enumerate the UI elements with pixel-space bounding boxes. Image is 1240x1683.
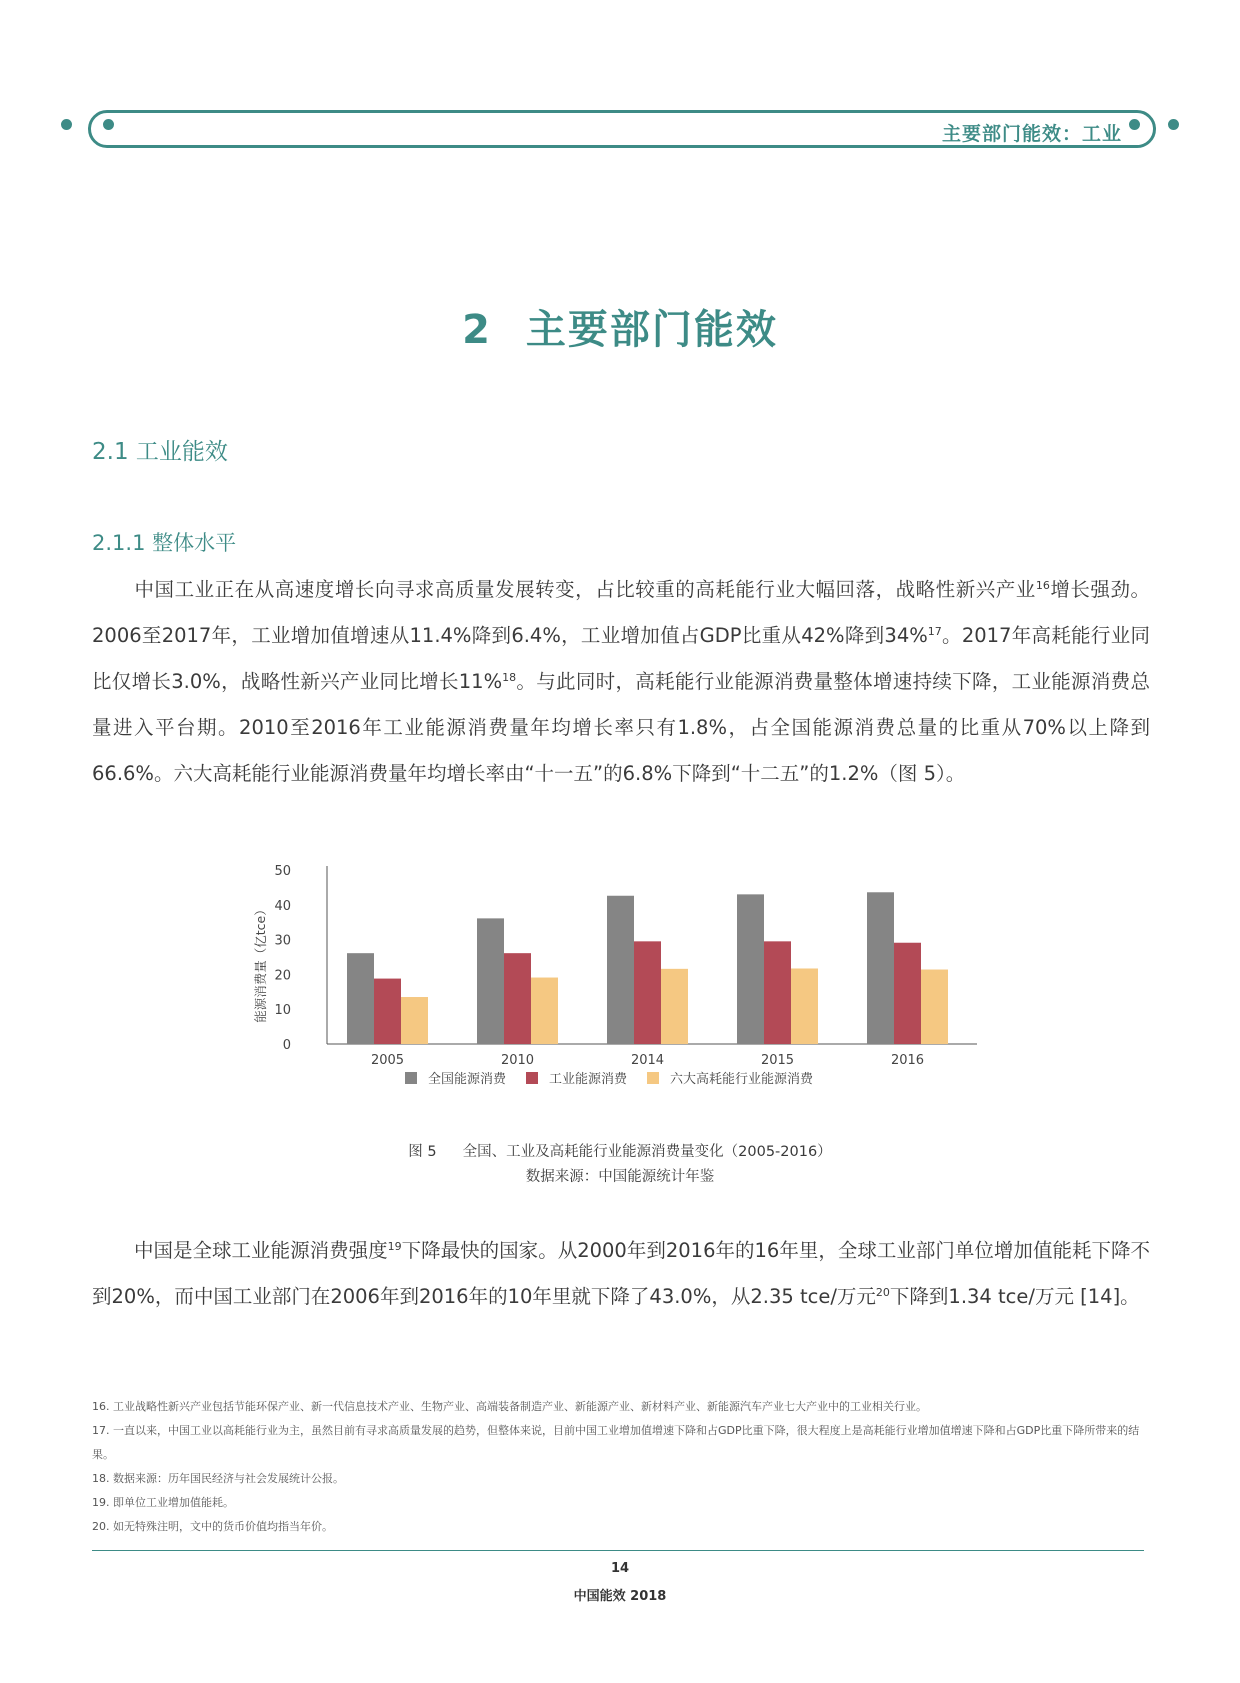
header-right-outer-dot [1168, 119, 1179, 130]
footnote-18: 18. 数据来源：历年国民经济与社会发展统计公报。 [92, 1472, 344, 1485]
bar-2010-2 [531, 978, 558, 1044]
y-axis-label: 能源消费量（亿tce） [253, 903, 268, 1023]
legend-swatch-1 [526, 1072, 538, 1084]
footnote-20: 20. 如无特殊注明，文中的货币价值均指当年价。 [92, 1520, 333, 1533]
p1-text-4: 。与此同时，高耗能行业能源消费量整体增速持续下降，工业能源消费总量进入平台期。2010至2016年工业能源消费量年均增长率只有1.8%，占全国能源消费总量的比重从70%以上降到66.6%。六大高耗能行业能源消费量年均增长率由“十一五”的6.8%下降到“十二五”的1.2%（图 5）。 [92, 670, 1150, 785]
bar-2010-1 [504, 953, 531, 1044]
x-tick-label: 2005 [370, 1053, 405, 1068]
bar-2016-2 [921, 970, 948, 1044]
footnote-16: 16. 工业战略性新兴产业包括节能环保产业、新一代信息技术产业、生物产业、高端装备制造产业、新能源产业、新材料产业、新能源汽车产业七大产业中的工业相关行业。 [92, 1400, 927, 1413]
running-title: 主要部门能效：工业 [941, 123, 1122, 145]
bar-2010-0 [477, 918, 504, 1044]
header-right-inner-dot [1129, 119, 1140, 130]
footer-rule [92, 1550, 1144, 1551]
header-left-inner-dot [103, 119, 114, 130]
p1-text-1: 中国工业正在从高速度增长向寻求高质量发展转变，占比较重的高耗能行业大幅回落，战略性新兴产业 [134, 578, 1036, 601]
page-number: 14 [610, 1561, 630, 1576]
footnote-ref-18: 18 [502, 671, 517, 684]
legend-label-1: 工业能源消费 [549, 1072, 628, 1087]
y-tick-label: 20 [274, 968, 291, 984]
footnote-ref-17: 17 [927, 625, 942, 638]
header-left-outer-dot [61, 119, 72, 130]
publication-name: 中国能效 2018 [573, 1589, 667, 1604]
bar-2015-2 [791, 968, 818, 1044]
p2-text-1: 中国是全球工业能源消费强度 [134, 1239, 388, 1262]
footnote-19: 19. 即单位工业增加值能耗。 [92, 1496, 234, 1509]
energy-consumption-chart [255, 858, 1015, 1128]
p1-text-3: 。2017年高耗能行业同比仅增长3.0%，战略性新兴产业同比增长11% [92, 624, 1150, 693]
y-tick-label: 50 [274, 864, 291, 879]
legend-swatch-0 [405, 1072, 417, 1084]
y-tick-label: 30 [274, 933, 291, 949]
p2-text-2: 下降最快的国家。从2000年到2016年的16年里，全球工业部门单位增加值能耗下降不到20%，而中国工业部门在2006年到2016年的10年里就下降了43.0%，从2.35 tce/万元 [92, 1239, 1150, 1308]
body-paragraph-1 [92, 567, 1150, 797]
figure-caption [0, 1140, 1240, 1161]
footnote-ref-16: 16 [1035, 579, 1050, 592]
y-tick-label: 0 [282, 1038, 291, 1053]
x-tick-label: 2016 [890, 1053, 925, 1068]
figure-number: 图 5 [408, 1144, 437, 1160]
bar-2015-0 [737, 894, 764, 1044]
bar-2014-1 [634, 941, 661, 1044]
figure-source: 数据来源：中国能源统计年鉴 [525, 1169, 715, 1185]
footnote-ref-19: 19 [387, 1240, 402, 1253]
chapter-title-text: 主要部门能效 [525, 307, 778, 353]
footnote-17: 17. 一直以来，中国工业以高耗能行业为主，虽然目前有寻求高质量发展的趋势，但整体来说，目前中国工业增加值增速下降和占GDP比重下降，很大程度上是高耗能行业增加值增速下降和占GDP比重下降所带来的结果。 [92, 1424, 1140, 1461]
p2-text-3: 下降到1.34 tce/万元 [14]。 [889, 1285, 1140, 1308]
bar-2005-2 [401, 997, 428, 1044]
bar-2014-0 [607, 896, 634, 1044]
bar-chart-svg [255, 858, 1015, 1128]
bar-2015-1 [764, 941, 791, 1044]
body-paragraph-2 [92, 1228, 1150, 1320]
x-tick-label: 2015 [760, 1053, 795, 1068]
x-tick-label: 2010 [500, 1053, 535, 1068]
bar-2014-2 [661, 969, 688, 1044]
legend-swatch-2 [647, 1072, 659, 1084]
legend-label-0: 全国能源消费 [428, 1072, 507, 1087]
subsection-heading: 2.1.1 整体水平 [92, 531, 237, 555]
y-tick-label: 40 [274, 898, 291, 914]
legend-label-2: 六大高耗能行业能源消费 [670, 1072, 814, 1087]
y-tick-label: 10 [274, 1003, 291, 1019]
footnote-ref-20: 20 [875, 1286, 890, 1299]
chapter-title [0, 298, 1240, 355]
bar-2016-0 [867, 892, 894, 1044]
chapter-number: 2 [462, 307, 492, 353]
bar-2005-1 [374, 979, 401, 1044]
bar-2005-0 [347, 953, 374, 1044]
footnotes [92, 1395, 1152, 1539]
x-tick-label: 2014 [630, 1053, 665, 1068]
bar-2016-1 [894, 943, 921, 1044]
p1-text-2: 增长强劲。2006至2017年，工业增加值增速从11.4%降到6.4%，工业增加值占GDP比重从42%降到34% [92, 578, 1150, 647]
section-heading: 2.1 工业能效 [92, 439, 228, 465]
figure-caption-text: 全国、工业及高耗能行业能源消费量变化（2005-2016） [462, 1144, 832, 1160]
